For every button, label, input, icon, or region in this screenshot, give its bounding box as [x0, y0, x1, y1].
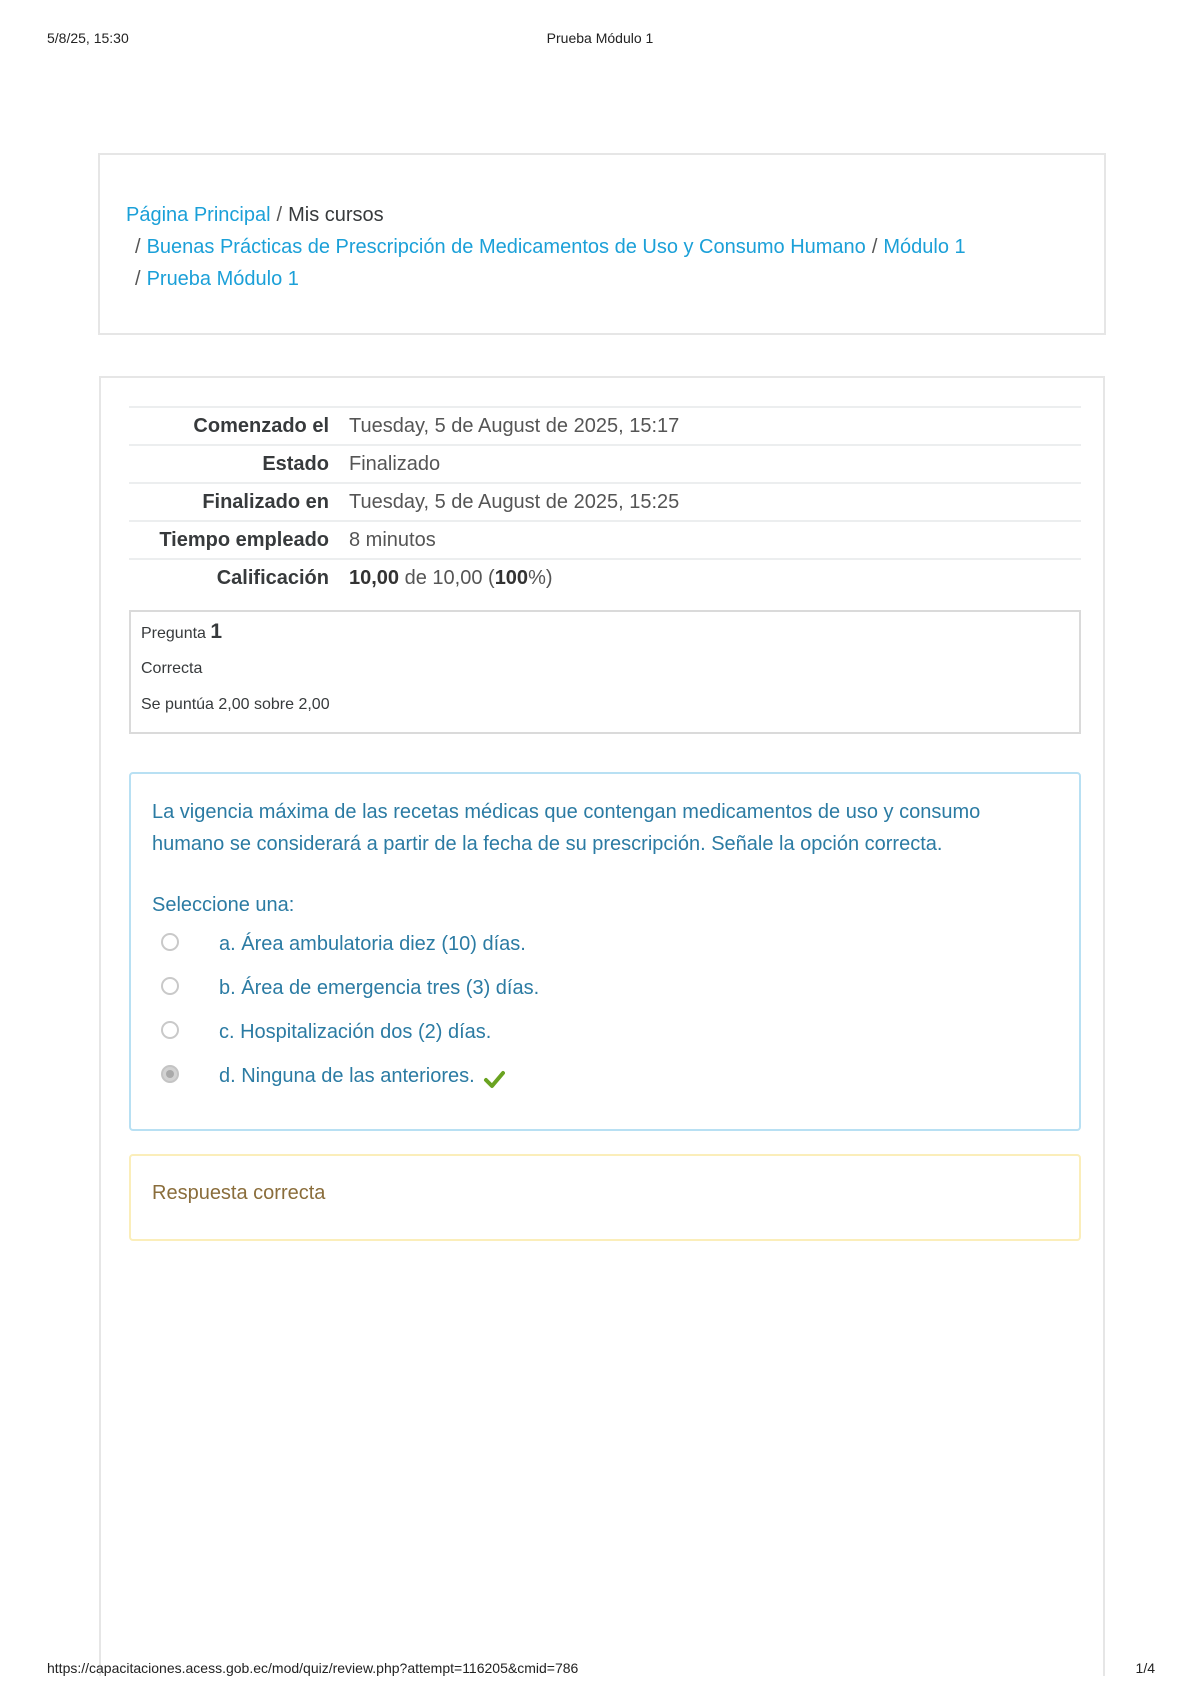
question-number: [141, 620, 222, 644]
grade-close: %): [528, 566, 553, 589]
answer-label: b. Área de emergencia tres (3) días.: [219, 976, 540, 999]
question-text: La vigencia máxima de las recetas médicas que contengan medicamentos de uso y consumo humano se considerará a partir de la fecha de su prescripción. Señale la opción correcta.: [152, 801, 981, 855]
time-label: Tiempo empleado: [159, 528, 329, 551]
quiz-review-card: [99, 376, 1105, 1676]
finished-label: Finalizado en: [202, 490, 329, 513]
grade-value: [339, 559, 1081, 596]
breadcrumb-quiz-link[interactable]: Prueba Módulo 1: [146, 268, 299, 290]
question-status: Correcta: [141, 660, 203, 677]
breadcrumb-course-link[interactable]: Buenas Prácticas de Prescripción de Medicamentos de Uso y Consumo Humano: [146, 236, 866, 258]
breadcrumb-card: [98, 153, 1106, 335]
breadcrumb-separator: /: [135, 268, 141, 290]
radio-button-selected[interactable]: [161, 1065, 179, 1083]
breadcrumb-separator: /: [276, 204, 283, 226]
answer-option-a[interactable]: [161, 929, 526, 959]
state-value: Finalizado: [349, 452, 441, 475]
time-value: 8 minutos: [349, 528, 436, 551]
answer-label: c. Hospitalización dos (2) días.: [219, 1020, 492, 1043]
breadcrumb-my-courses: Mis cursos: [288, 204, 384, 226]
answer-prompt: Seleccione una:: [152, 894, 295, 916]
grade-label: Calificación: [216, 566, 329, 589]
radio-button[interactable]: [161, 933, 179, 951]
breadcrumb-home-link[interactable]: Página Principal: [126, 204, 271, 226]
state-label: Estado: [262, 452, 329, 475]
answer-option-b[interactable]: [161, 973, 539, 1003]
answer-option-d[interactable]: [161, 1061, 505, 1091]
summary-row-grade: [129, 559, 1081, 596]
breadcrumb: [126, 199, 966, 295]
finished-value: Tuesday, 5 de August de 2025, 15:25: [349, 490, 680, 513]
print-title: Prueba Módulo 1: [546, 30, 654, 46]
summary-row-finished: [129, 483, 1081, 521]
print-page-number: 1/4: [1135, 1660, 1155, 1676]
breadcrumb-separator: /: [871, 236, 878, 258]
started-label: Comenzado el: [193, 414, 329, 437]
feedback-text: Respuesta correcta: [152, 1182, 326, 1204]
question-content-box: [129, 772, 1081, 1131]
grade-percent: 100: [494, 566, 529, 589]
question-info-box: [129, 610, 1081, 734]
feedback-box: [129, 1154, 1081, 1241]
answer-label: d. Ninguna de las anteriores.: [219, 1064, 475, 1087]
correct-check-icon: [483, 1068, 505, 1090]
question-label: Pregunta: [141, 625, 206, 642]
radio-button[interactable]: [161, 977, 179, 995]
radio-button[interactable]: [161, 1021, 179, 1039]
breadcrumb-separator: /: [135, 236, 141, 258]
summary-row-state: [129, 445, 1081, 483]
grade-of: de 10,00 (: [399, 566, 495, 589]
attempt-summary-table: [129, 406, 1081, 596]
grade-score: 10,00: [349, 566, 400, 589]
breadcrumb-module-link[interactable]: Módulo 1: [883, 236, 966, 258]
answer-label: a. Área ambulatoria diez (10) días.: [219, 932, 526, 955]
answer-option-c[interactable]: [161, 1017, 491, 1047]
summary-row-started: [129, 407, 1081, 445]
print-url: https://capacitaciones.acess.gob.ec/mod/quiz/review.php?attempt=116205&cmid=786: [47, 1660, 579, 1676]
question-number-value: 1: [210, 620, 223, 643]
started-value: Tuesday, 5 de August de 2025, 15:17: [349, 414, 680, 437]
print-date: 5/8/25, 15:30: [47, 30, 129, 46]
question-mark: Se puntúa 2,00 sobre 2,00: [141, 696, 330, 713]
summary-row-time: [129, 521, 1081, 559]
